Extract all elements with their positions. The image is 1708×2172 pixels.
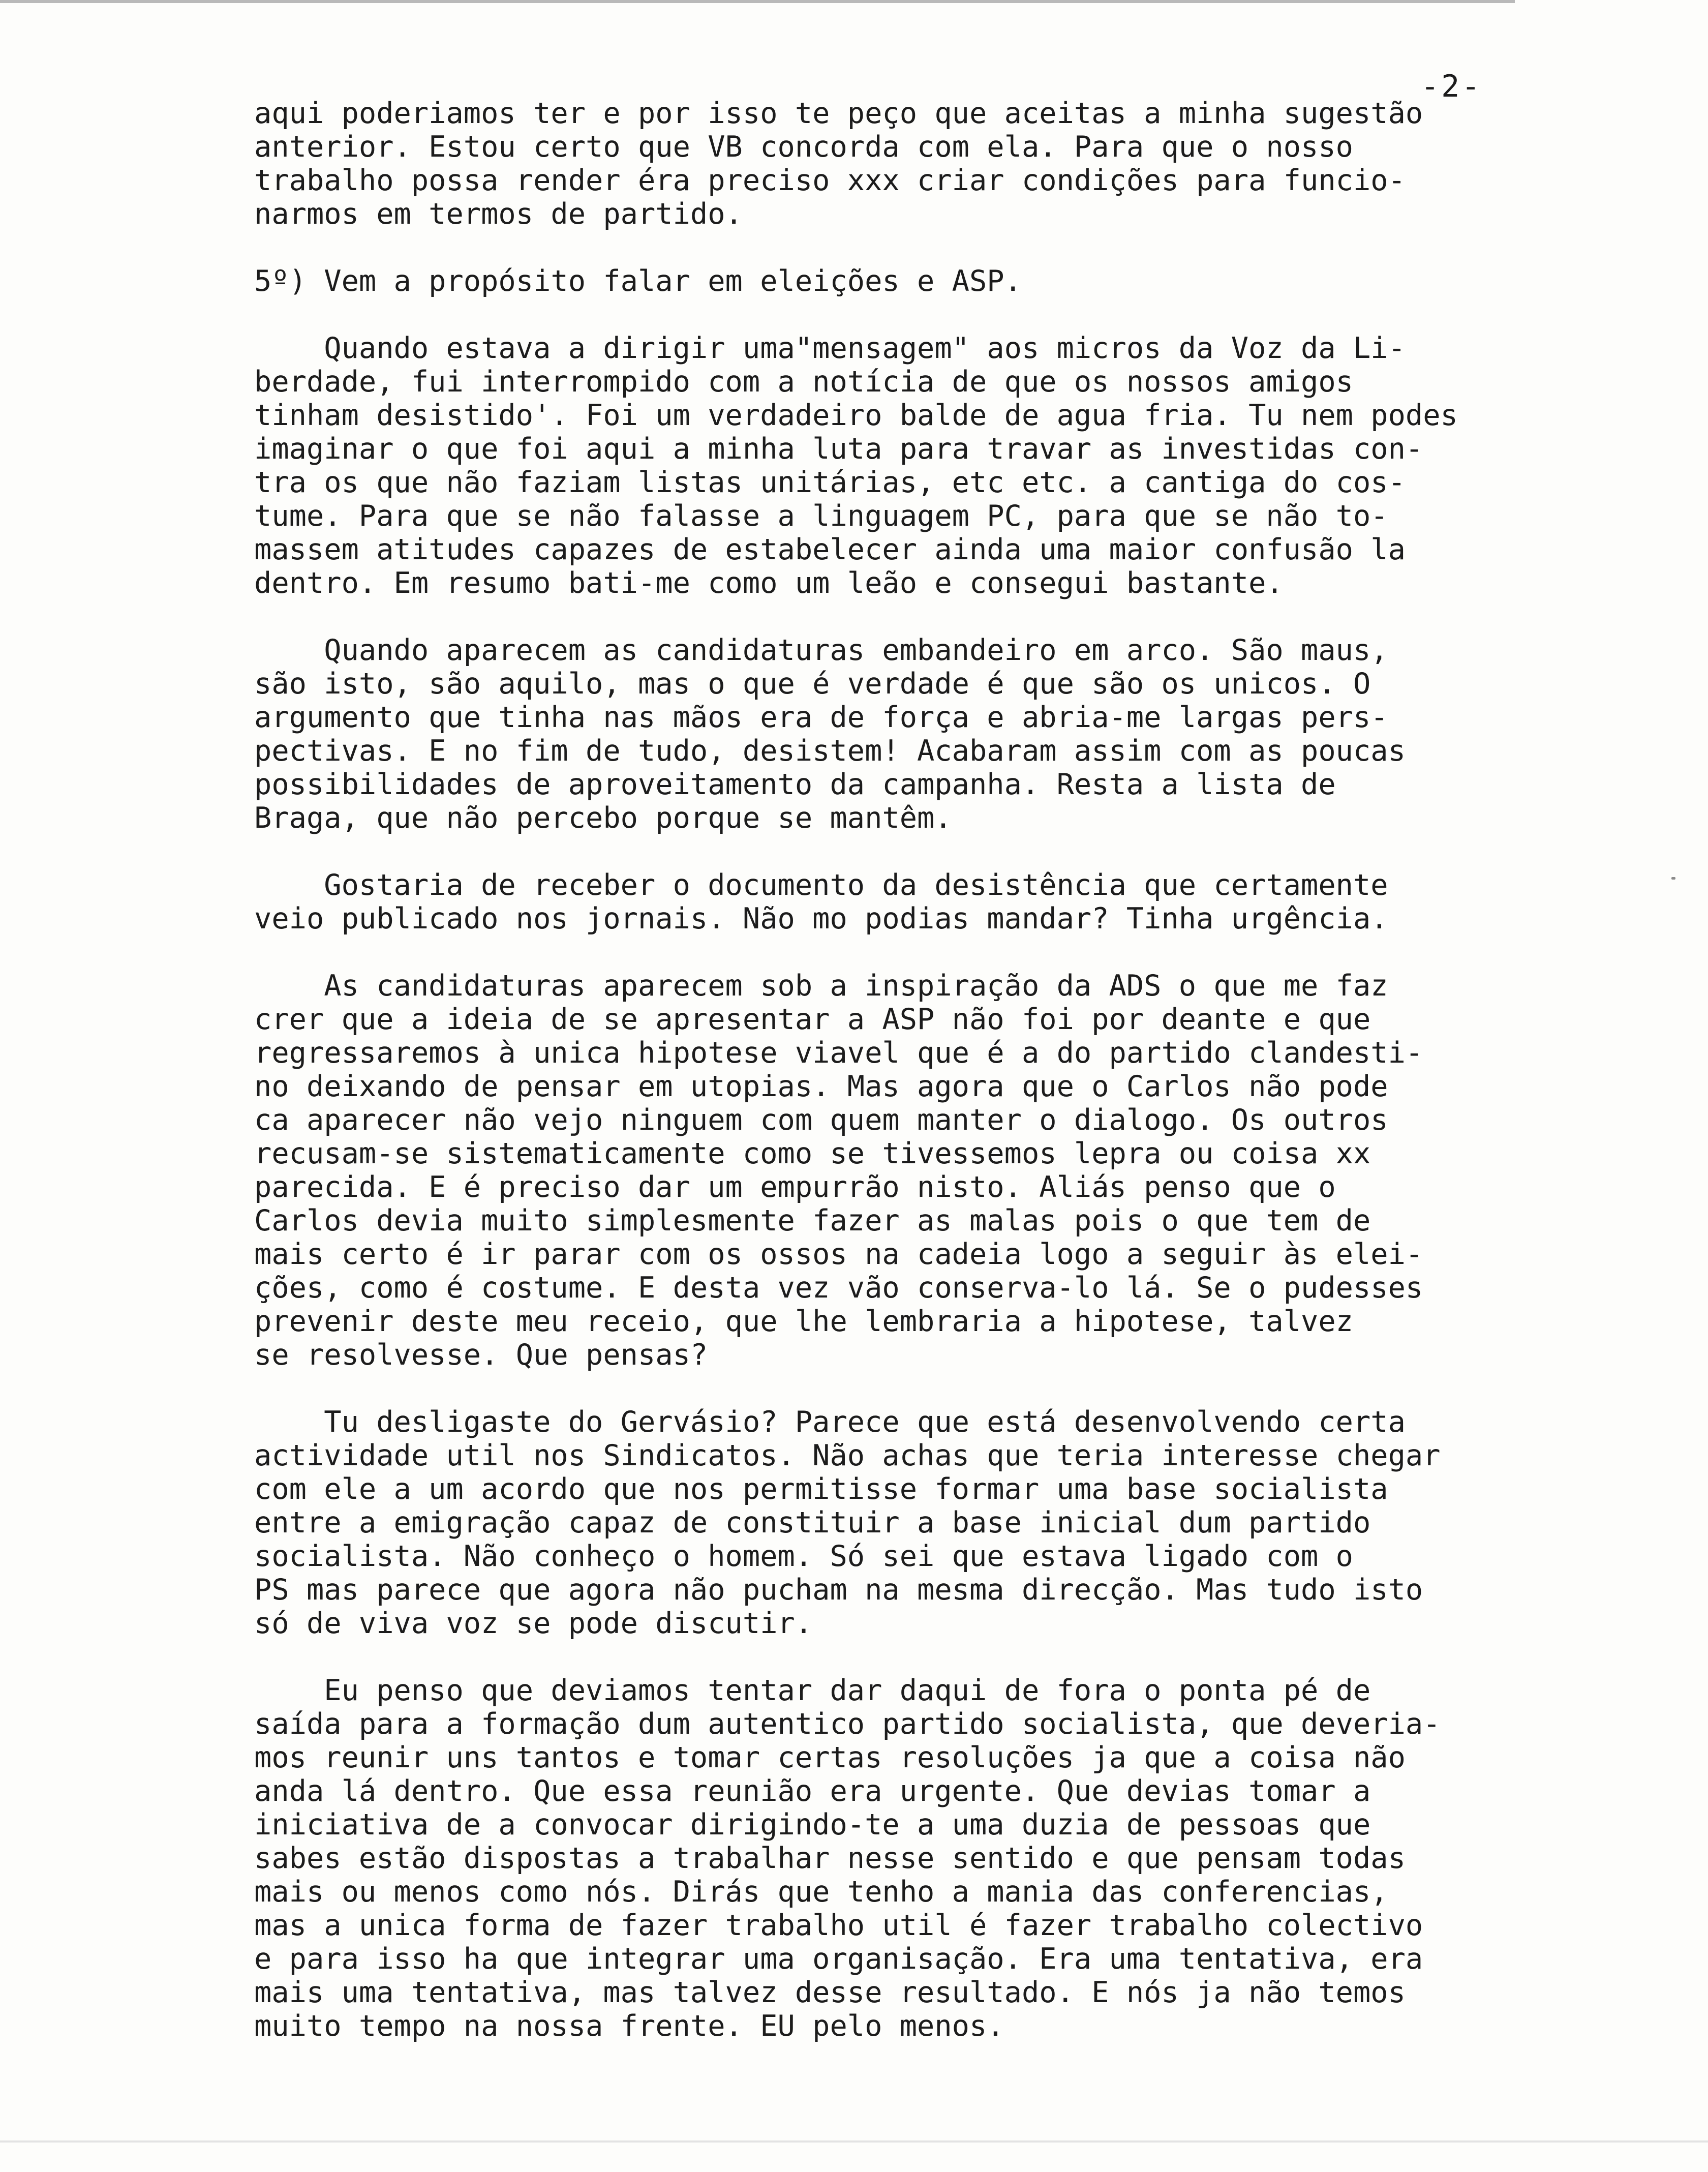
margin-speck — [1671, 877, 1675, 880]
paragraph-ads-asp: As candidaturas aparecem sob a inspiração da ADS o que me faz crer que a ideia de se apresentar a ASP não foi por deante e que regressaremos à unica hipotese viavel que é a do partido clandesti- no deixando de pensar em utopias. Mas agora que o Carlos não pode ca aparecer não vejo ninguem com quem manter o dialogo. Os outros recusam-se sistematicamente como se tivessemos lepra ou coisa xx parecida. E é preciso dar um empurrão nisto. Aliás penso que o Carlos devia muito simplesmente fazer as malas pois o que tem de mais certo é ir parar com os ossos na cadeia logo a seguir às elei- ções, como é costume. E desta vez vão conserva-lo lá. Se o pudesses prevenir deste meu receio, que lhe lembraria a hipotese, talvez se resolvesse. Que pensas? — [254, 969, 1423, 1372]
page-number: -2- — [1421, 69, 1482, 104]
paragraph-candidaturas: Quando aparecem as candidaturas embandeiro em arco. São maus, são isto, são aquilo, mas o que é verdade é que são os unicos. O argumento que tinha nas mãos era de força e abria-me largas pers- pectivas. E no fim de tudo, desistem! Acabaram assim com as poucas possibilidades de aproveitamento da campanha. Resta a lista de Braga, que não percebo porque se mantêm. — [254, 634, 1406, 835]
letter-body — [254, 97, 1667, 2043]
paragraph-partido-socialista: Eu penso que deviamos tentar dar daqui de fora o ponta pé de saída para a formação dum autentico partido socialista, que deveria- mos reunir uns tantos e tomar certas resoluções ja que a coisa não anda lá dentro. Que essa reunião era urgente. Que devias tomar a iniciativa de a convocar dirigindo-te a uma duzia de pessoas que sabes estão dispostas a trabalhar nesse sentido e que pensam todas mais ou menos como nós. Dirás que tenho a mania das conferencias, mas a unica forma de fazer trabalho util é fazer trabalho colectivo e para isso ha que integrar uma organisação. Era uma tentativa, era mais uma tentativa, mas talvez desse resultado. E nós ja não temos muito tempo na nossa frente. EU pelo menos. — [254, 1674, 1441, 2043]
paragraph-continuation: aqui poderiamos ter e por isso te peço que aceitas a minha sugestão anterior. Estou certo que VB concorda com ela. Para que o nosso trabalho possa render éra preciso xxx criar condições para funcio- narmos em termos de partido. — [254, 97, 1423, 231]
top-edge-rule — [0, 0, 1515, 3]
paragraph-voz-da-liberdade: Quando estava a dirigir uma"mensagem" aos micros da Voz da Li- berdade, fui interrompido com a notícia de que os nossos amigos tinham desistido'. Foi um verdadeiro balde de agua fria. Tu nem podes imaginar o que foi aqui a minha luta para travar as investidas con- tra os que não faziam listas unitárias, etc etc. a cantiga do cos- tume. Para que se não falasse a linguagem PC, para que se não to- massem atitudes capazes de estabelecer ainda uma maior confusão la dentro. Em resumo bati-me como um leão e consegui bastante. — [254, 331, 1458, 600]
bottom-edge-rule — [0, 2140, 1708, 2143]
paragraph-item-5-heading: 5º) Vem a propósito falar em eleições e ASP. — [254, 264, 1022, 298]
paragraph-documento-desistencia: Gostaria de receber o documento da desistência que certamente veio publicado nos jornais. Não mo podias mandar? Tinha urgência. — [254, 868, 1388, 936]
paragraph-gervasio: Tu desligaste do Gervásio? Parece que está desenvolvendo certa actividade util nos Sindicatos. Não achas que teria interesse chegar com ele a um acordo que nos permitisse formar uma base socialista entre a emigração capaz de constituir a base inicial dum partido socialista. Não conheço o homem. Só sei que estava ligado com o PS mas parece que agora não pucham na mesma direcção. Mas tudo isto só de viva voz se pode discutir. — [254, 1405, 1441, 1640]
